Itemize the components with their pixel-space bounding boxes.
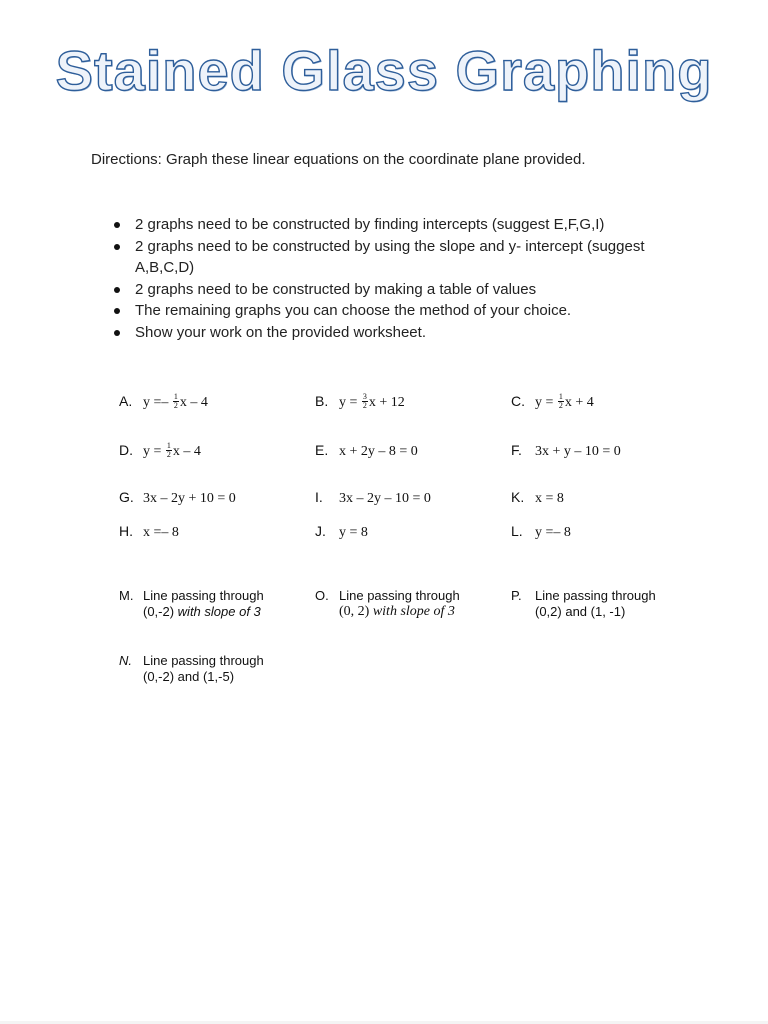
fraction: $\frac{1}{2}$ xyxy=(173,392,178,411)
equation-l: L. y =– 8 xyxy=(511,523,571,540)
equation-g: G. 3x – 2y + 10 = 0 xyxy=(119,489,236,506)
bullet-icon xyxy=(114,244,120,250)
equation-c: C. y = $\frac{1}{2}$ x + 4 xyxy=(511,392,594,411)
bullet-icon xyxy=(114,308,120,314)
equation-k: K. x = 8 xyxy=(511,489,564,506)
instruction-item: The remaining graphs you can choose the method of your choice. xyxy=(110,300,690,322)
instruction-item: Show your work on the provided worksheet. xyxy=(110,322,690,344)
problem-n: N. Line passing through (0,-2) and (1,-5) xyxy=(119,653,264,684)
instruction-item: 2 graphs need to be constructed by finding intercepts (suggest E,F,G,I) xyxy=(110,214,690,236)
fraction: $\frac{1}{2}$ xyxy=(166,441,171,460)
problem-p: P. Line passing through (0,2) and (1, -1) xyxy=(511,588,656,619)
equation-e: E. x + 2y – 8 = 0 xyxy=(315,442,418,459)
equation-h: H. x =– 8 xyxy=(119,523,179,540)
instruction-item: 2 graphs need to be constructed by using the slope and y- intercept (suggest A,B,C,D) xyxy=(110,236,690,279)
equation-d: D. y = $\frac{1}{2}$ x – 4 xyxy=(119,441,201,460)
equation-j: J. y = 8 xyxy=(315,523,368,540)
fraction: $\frac{1}{2}$ xyxy=(558,392,563,411)
bullet-icon xyxy=(114,287,120,293)
bullet-icon xyxy=(114,222,120,228)
equation-a: A. y =– $\frac{1}{2}$ x – 4 xyxy=(119,392,208,411)
equation-b: B. y = $\frac{3}{2}$ x + 12 xyxy=(315,392,405,411)
problem-o: O. Line passing through (0, 2) with slope of 3 xyxy=(315,588,460,619)
problem-m: M. Line passing through (0,-2) with slope of 3 xyxy=(119,588,264,619)
bullet-icon xyxy=(114,330,120,336)
fraction: $\frac{3}{2}$ xyxy=(362,392,367,411)
worksheet-title: Stained Glass Graphing xyxy=(55,39,713,102)
equation-f: F. 3x + y – 10 = 0 xyxy=(511,442,621,459)
instruction-item: 2 graphs need to be constructed by making a table of values xyxy=(110,279,690,301)
directions-text: Directions: Graph these linear equations on the coordinate plane provided. xyxy=(91,151,586,168)
instruction-list xyxy=(110,214,690,343)
equation-i: I. 3x – 2y – 10 = 0 xyxy=(315,489,431,506)
